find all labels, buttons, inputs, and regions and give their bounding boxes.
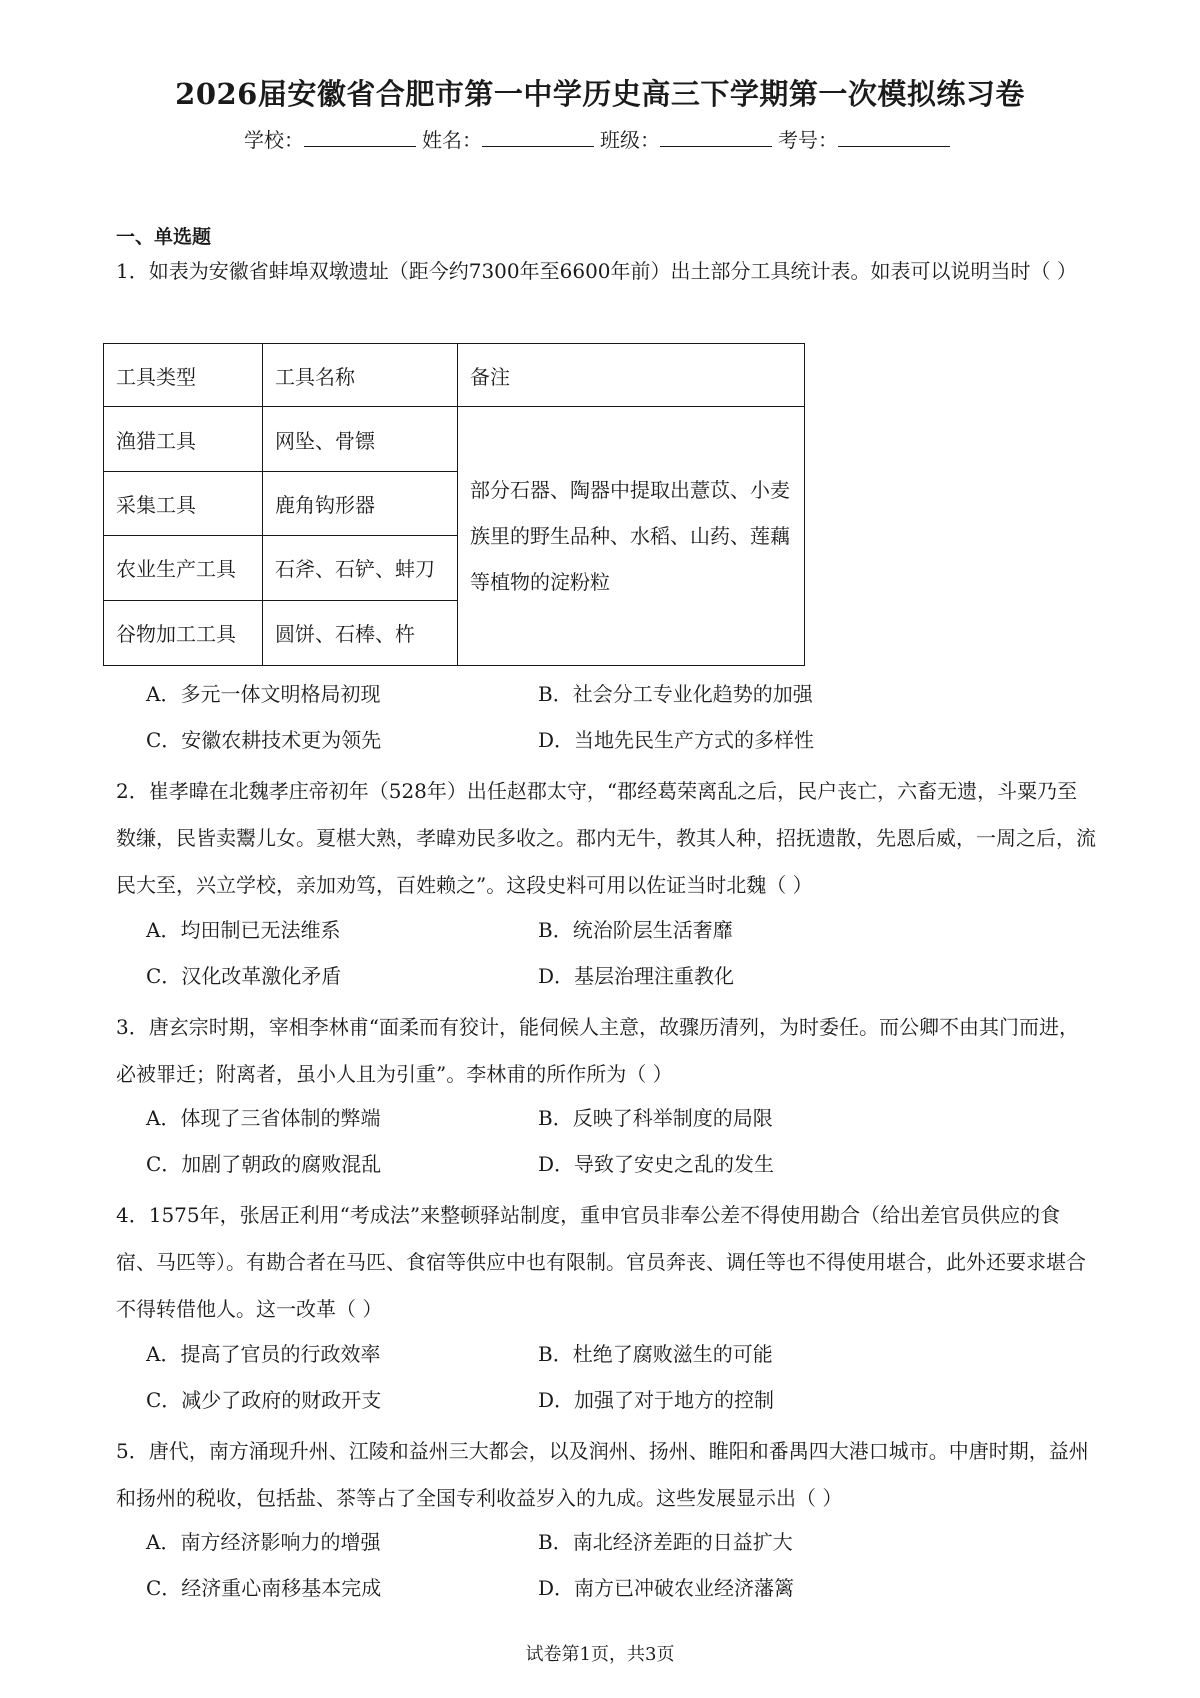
table-row: [104, 407, 805, 471]
q1-option-c[interactable]: C．安徽农耕技术更为领先: [146, 728, 382, 752]
student-info-line: [0, 124, 1200, 153]
q4-option-d[interactable]: D．加强了对于地方的控制: [538, 1388, 775, 1412]
q5-option-d[interactable]: D．南方已冲破农业经济藩篱: [538, 1576, 795, 1600]
table-header-cell: 工具类型: [104, 344, 263, 407]
name-blank[interactable]: [482, 126, 594, 147]
section-heading: 一、单选题: [116, 226, 212, 248]
school-label: 学校：: [244, 128, 304, 152]
q4-option-b[interactable]: B．杜绝了腐败滋生的可能: [538, 1342, 773, 1366]
q2-option-c[interactable]: C．汉化改革激化矛盾: [146, 964, 342, 988]
q2-option-a[interactable]: A．均田制已无法维系: [146, 918, 341, 942]
table-cell: 鹿角钩形器: [263, 471, 458, 535]
school-blank[interactable]: [304, 126, 416, 147]
question-2-stem: 2．崔孝暐在北魏孝庄帝初年（528年）出任赵郡太守，“郡经葛荣离乱之后，民户丧亡，六畜无遗，斗粟乃至数缣，民皆卖鬻儿女。夏椹大熟，孝暐劝民多收之。郡内无牛，教其人种，招抚遗散，先恩后威，一周之后，流民大至，兴立学校，亲加劝笃，百姓赖之”。这段史料可用以佐证当时北魏（ ）: [116, 779, 1096, 897]
table-cell: 圆饼、石棒、杵: [263, 600, 458, 665]
q4-option-a[interactable]: A．提高了官员的行政效率: [146, 1342, 381, 1366]
class-label: 班级：: [600, 128, 660, 152]
q1-option-a[interactable]: A．多元一体文明格局初现: [146, 682, 381, 706]
q3-option-d[interactable]: D．导致了安史之乱的发生: [538, 1152, 775, 1176]
question-4-stem: 4．1575年，张居正利用“考成法”来整顿驿站制度，重申官员非奉公差不得使用勘合（给出差官员供应的食宿、马匹等）。有勘合者在马匹、食宿等供应中也有限制。官员奔丧、调任等也不得使用堪合，此外还要求堪合不得转借他人。这一改革（ ）: [116, 1203, 1086, 1321]
table-cell: 采集工具: [104, 471, 263, 535]
q3-option-b[interactable]: B．反映了科举制度的局限: [538, 1106, 773, 1130]
q1-option-d[interactable]: D．当地先民生产方式的多样性: [538, 728, 815, 752]
number-label: 考号：: [778, 128, 838, 152]
table-header-row: [104, 344, 805, 407]
q5-option-c[interactable]: C．经济重心南移基本完成: [146, 1576, 382, 1600]
table-cell: 农业生产工具: [104, 536, 263, 600]
table-header-cell: 工具名称: [263, 344, 458, 407]
question-5-stem: 5．唐代，南方涌现升州、江陵和益州三大都会，以及润州、扬州、睢阳和番禺四大港口城市。中唐时期，益州和扬州的税收，包括盐、茶等占了全国专利收益岁入的九成。这些发展显示出（ ）: [116, 1439, 1089, 1510]
page-title: 2026届安徽省合肥市第一中学历史高三下学期第一次模拟练习卷: [175, 77, 1025, 111]
table-cell: 石斧、石铲、蚌刀: [263, 536, 458, 600]
table-cell: 渔猎工具: [104, 407, 263, 471]
tools-table: [103, 343, 805, 666]
class-blank[interactable]: [660, 126, 772, 147]
page-footer: 试卷第1页，共3页: [525, 1644, 675, 1665]
name-label: 姓名：: [422, 128, 482, 152]
table-header-cell: 备注: [458, 344, 805, 407]
q2-option-d[interactable]: D．基层治理注重教化: [538, 964, 735, 988]
question-3-stem: 3．唐玄宗时期，宰相李林甫“面柔而有狡计，能伺候人主意，故骤历清列，为时委任。而公卿不由其门而进，必被罪迁；附离者，虽小人且为引重”。李林甫的所作所为（ ）: [116, 1015, 1079, 1086]
table-cell: 谷物加工工具: [104, 600, 263, 665]
q1-option-b[interactable]: B．社会分工专业化趋势的加强: [538, 682, 813, 706]
number-blank[interactable]: [838, 126, 950, 147]
q3-option-c[interactable]: C．加剧了朝政的腐败混乱: [146, 1152, 382, 1176]
q5-option-b[interactable]: B．南北经济差距的日益扩大: [538, 1530, 793, 1554]
q4-option-c[interactable]: C．减少了政府的财政开支: [146, 1388, 382, 1412]
question-1-stem: 1．如表为安徽省蚌埠双墩遗址（距今约7300年至6600年前）出土部分工具统计表。如表可以说明当时（ ）: [116, 259, 1077, 283]
table-note-cell: 部分石器、陶器中提取出薏苡、小麦族里的野生品种、水稻、山药、莲藕等植物的淀粉粒: [458, 407, 805, 666]
q3-option-a[interactable]: A．体现了三省体制的弊端: [146, 1106, 381, 1130]
q2-option-b[interactable]: B．统治阶层生活奢靡: [538, 918, 733, 942]
table-cell: 网坠、骨镖: [263, 407, 458, 471]
q5-option-a[interactable]: A．南方经济影响力的增强: [146, 1530, 381, 1554]
